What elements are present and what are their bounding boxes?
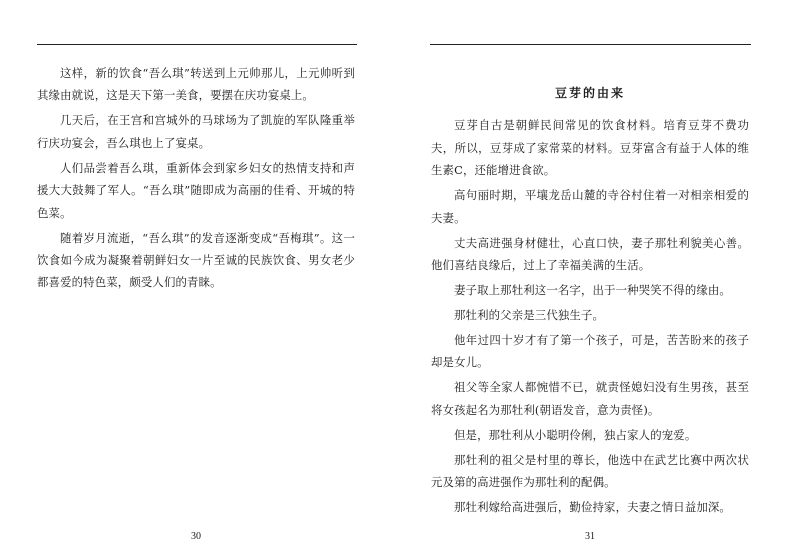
paragraph: 随着岁月流逝，“吾么琪”的发音逐渐变成“吾梅琪”。这一饮食如今成为凝聚着朝鲜妇女一片至诚的民族饮食、男女老少都喜爱的特色菜，颇受人们的青睐。 <box>37 230 355 290</box>
page-number: 30 <box>191 531 201 542</box>
paragraph: 豆芽自古是朝鲜民间常见的饮食材料。培育豆芽不费功夫，所以，豆芽成了家常菜的材料。豆芽富含有益于人体的维生素C，还能增进食欲。 <box>431 118 749 178</box>
paragraph: 那牡利的祖父是村里的尊长，他选中在武艺比赛中两次状元及第的高进强作为那牡利的配偶。 <box>431 452 749 490</box>
page-number: 31 <box>585 531 595 542</box>
paragraph: 妻子取上那牡利这一名字，出于一种哭笑不得的缘由。 <box>454 283 731 298</box>
paragraph: 高句丽时期，平壤龙岳山麓的寺谷村住着一对相亲相爱的夫妻。 <box>431 188 749 225</box>
right-page <box>394 0 787 558</box>
header-rule <box>430 44 751 45</box>
paragraph: 那牡利的父亲是三代独生子。 <box>454 308 605 323</box>
chapter-title: 豆芽的由来 <box>554 86 625 100</box>
left-page-body <box>37 62 355 296</box>
left-page <box>0 0 393 558</box>
right-page-body <box>431 82 749 521</box>
paragraph: 他年过四十岁才有了第一个孩子，可是，苦苦盼来的孩子却是女儿。 <box>431 333 749 370</box>
paragraph: 人们品尝着吾么琪，重新体会到家乡妇女的热情支持和声援大大鼓舞了军人。“吾么琪”随即成为高丽的佳肴、开城的特色菜。 <box>37 160 355 220</box>
paragraph: 但是，那牡利从小聪明伶俐，独占家人的宠爱。 <box>454 427 697 442</box>
paragraph: 几天后，在王宫和宫城外的马球场为了凯旋的军队隆重举行庆功宴会，吾么琪也上了宴桌。 <box>37 113 355 150</box>
paragraph: 那牡利嫁给高进强后，勤俭持家，夫妻之情日益加深。 <box>454 500 731 515</box>
header-rule <box>37 44 357 45</box>
paragraph: 祖父等全家人都惋惜不已，就责怪媳妇没有生男孩，甚至将女孩起名为那牡利(朝语发音，意为责怪)。 <box>431 380 749 417</box>
paragraph: 这样，新的饮食“吾么琪”转送到上元帅那儿，上元帅听到其缘由就说，这是天下第一美食，要摆在庆功宴桌上。 <box>37 66 355 103</box>
paragraph: 丈夫高进强身材健壮，心直口快，妻子那牡利貌美心善。他们喜结良缘后，过上了幸福美满的生活。 <box>431 235 749 273</box>
